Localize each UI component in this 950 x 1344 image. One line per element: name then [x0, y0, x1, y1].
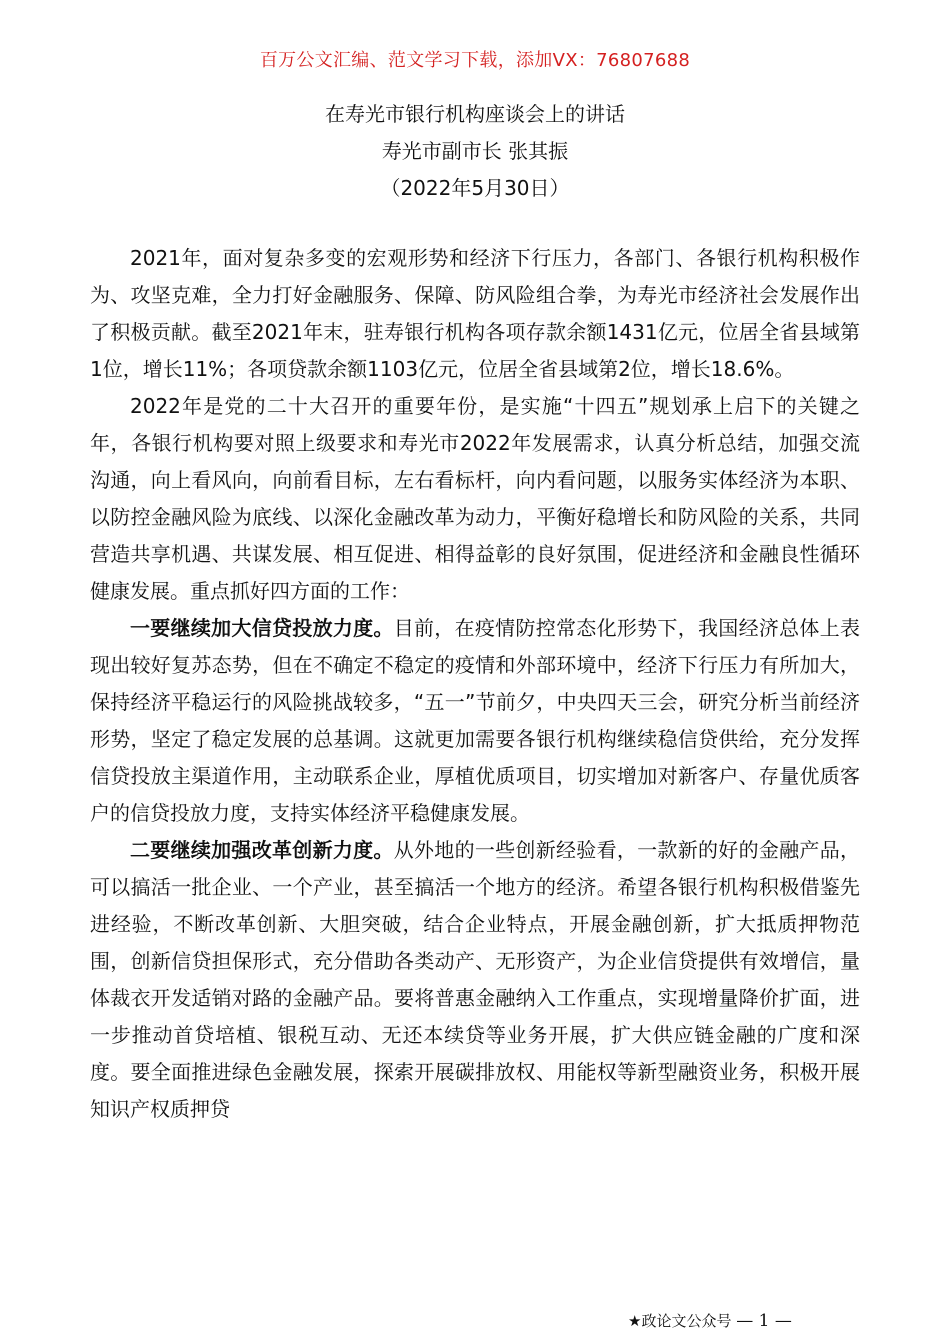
- page-footer: [628, 1310, 792, 1331]
- paragraph-1: 2021年，面对复杂多变的宏观形势和经济下行压力，各部门、各银行机构积极作为、攻坚克难，全力打好金融服务、保障、防风险组合拳，为寿光市经济社会发展作出了积极贡献。截至2021年末，驻寿银行机构各项存款余额1431亿元，位居全省县域第1位，增长11%；各项贷款余额1103亿元，位居全省县域第2位，增长18.6%。: [90, 246, 860, 381]
- watermark-banner: 百万公文汇编、范文学习下载，添加VX：76807688: [259, 50, 691, 71]
- paragraph-4-text: 从外地的一些创新经验看，一款新的好的金融产品，可以搞活一批企业、一个产业，甚至搞活一个地方的经济。希望各银行机构积极借鉴先进经验，不断改革创新、大胆突破，结合企业特点，开展金融创新，扩大抵质押物范围，创新信贷担保形式，充分借助各类动产、无形资产，为企业信贷提供有效增信，量体裁衣开发适销对路的金融产品。要将普惠金融纳入工作重点，实现增量降价扩面，进一步推动首贷培植、银税互动、无还本续贷等业务开展，扩大供应链金融的广度和深度。要全面推进绿色金融发展，探索开展碳排放权、用能权等新型融资业务，积极开展知识产权质押贷: [90, 838, 861, 1121]
- paragraph-3: [90, 610, 860, 832]
- paragraph-3-heading: 一要继续加大信贷投放力度。: [130, 616, 394, 640]
- page-number: — 1 —: [736, 1311, 792, 1331]
- paragraph-4-heading: 二要继续加强改革创新力度。: [130, 838, 394, 862]
- paragraph-2: 2022年是党的二十大召开的重要年份，是实施“十四五”规划承上启下的关键之年，各银行机构要对照上级要求和寿光市2022年发展需求，认真分析总结，加强交流沟通，向上看风向，向前看目标，左右看标杆，向内看问题，以服务实体经济为本职、以防控金融风险为底线、以深化金融改革为动力，平衡好稳增长和防风险的关系，共同营造共享机遇、共谋发展、相互促进、相得益彰的良好氛围，促进经济和金融良性循环健康发展。重点抓好四方面的工作：: [90, 394, 860, 603]
- paragraph-4: [90, 832, 860, 1128]
- document-body: [90, 240, 860, 1128]
- date-line: （2022年5月30日）: [380, 176, 570, 200]
- paragraph-3-text: 目前，在疫情防控常态化形势下，我国经济总体上表现出较好复苏态势，但在不确定不稳定的疫情和外部环境中，经济下行压力有所加大，保持经济平稳运行的风险挑战较多，“五一”节前夕，中央四天三会，研究分析当前经济形势，坚定了稳定发展的总基调。这就更加需要各银行机构继续稳信贷供给，充分发挥信贷投放主渠道作用，主动联系企业，厚植优质项目，切实增加对新客户、存量优质客户的信贷投放力度，支持实体经济平稳健康发展。: [90, 616, 861, 825]
- title-block: [0, 96, 950, 207]
- page-title: 在寿光市银行机构座谈会上的讲话: [325, 102, 625, 126]
- speaker-line: 寿光市副市长 张其振: [381, 139, 569, 163]
- footer-source: ★政论文公众号: [628, 1312, 732, 1330]
